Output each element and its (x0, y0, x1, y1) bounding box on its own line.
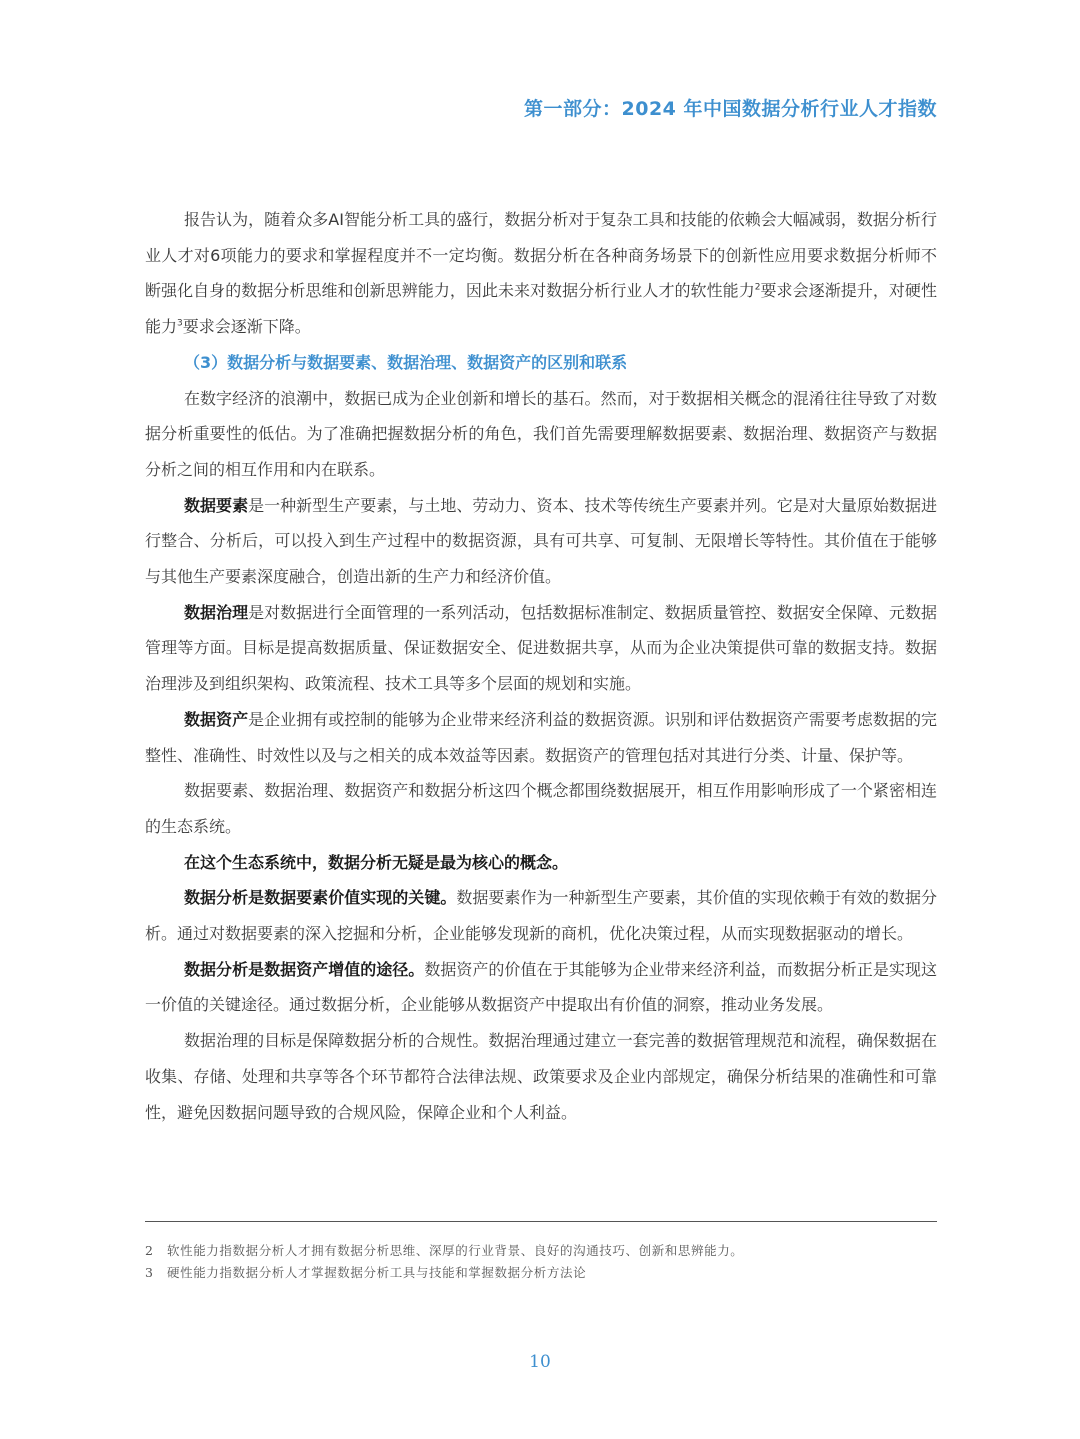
term-data-asset: 数据资产 (184, 709, 249, 729)
paragraph-core-concept: 在这个生态系统中，数据分析无疑是最为核心的概念。 (184, 852, 569, 872)
paragraph-text: 要求会逐渐提升，对硬性能力 (145, 281, 937, 337)
paragraph-data-governance (145, 595, 937, 702)
paragraph-text: 要求会逐渐下降。 (182, 317, 311, 337)
footnote-number: 2 (145, 1243, 154, 1258)
footnote-number: 3 (145, 1265, 154, 1280)
paragraph-data-element (145, 488, 937, 595)
paragraph-text: 是对数据进行全面管理的一系列活动，包括数据标准制定、数据质量管控、数据安全保障、元数据管理等方面。目标是提高数据质量、保证数据安全、促进数据共享，从而为企业决策提供可靠的数据支持。数据治理涉及到组织架构、政策流程、技术工具等多个层面的规划和实施。 (145, 602, 937, 694)
paragraph-text: 数据要素作为一种新型生产要素，其价值的实现依赖于有效的数据分析。通过对数据要素的深入挖掘和分析，企业能够发现新的商机，优化决策过程，从而实现数据驱动的增长。 (145, 888, 937, 944)
paragraph-text: 报告认为，随着众多AI智能分析工具的盛行，数据分析对于复杂工具和技能的依赖会大幅减弱，数据分析行业人才对6项能力的要求和掌握程度并不一定均衡。数据分析在各种商务场景下的创新性应用要求数据分析师不断强化自身的数据分析思维和创新思辨能力，因此未来对数据分析行业人才的软性能力 (145, 210, 937, 301)
footnote-text: 软性能力指数据分析人才拥有数据分析思维、深厚的行业背景、良好的沟通技巧、创新和思辨能力。 (167, 1243, 744, 1258)
paragraph-text: 是企业拥有或控制的能够为企业带来经济利益的数据资源。识别和评估数据资产需要考虑数据的完整性、准确性、时效性以及与之相关的成本效益等因素。数据资产的管理包括对其进行分类、计量、保护等。 (145, 709, 937, 765)
page-number: 10 (529, 1352, 551, 1372)
footnote-text: 硬性能力指数据分析人才掌握数据分析工具与技能和掌握数据分析方法论 (167, 1265, 587, 1280)
footnote-ref-2[interactable]: 2 (754, 283, 761, 294)
paragraph-text: 是一种新型生产要素，与土地、劳动力、资本、技术等传统生产要素并列。它是对大量原始数据进行整合、分析后，可以投入到生产过程中的数据资源，具有可共享、可复制、无限增长等特性。其价值在于能够与其他生产要素深度融合，创造出新的生产力和经济价值。 (145, 495, 937, 587)
paragraph-governance-compliance: 数据治理的目标是保障数据分析的合规性。数据治理通过建立一套完善的数据管理规范和流程，确保数据在收集、存储、处理和共享等各个环节都符合法律法规、政策要求及企业内部规定，确保分析结果的准确性和可靠性，避免因数据问题导致的合规风险，保障企业和个人利益。 (145, 1031, 937, 1122)
paragraph-context: 在数字经济的浪潮中，数据已成为企业创新和增长的基石。然而，对于数据相关概念的混淆往往导致了对数据分析重要性的低估。为了准确把握数据分析的角色，我们首先需要理解数据要素、数据治理、数据资产与数据分析之间的相互作用和内在联系。 (145, 388, 937, 479)
footnote-item (145, 1262, 937, 1284)
footnotes (145, 1240, 937, 1284)
body-text (145, 202, 937, 1130)
term-data-governance: 数据治理 (184, 602, 249, 622)
footnote-ref-3[interactable]: 3 (177, 318, 183, 329)
term-data-element: 数据要素 (184, 495, 249, 515)
footnote-divider (145, 1221, 937, 1222)
paragraph-analysis-asset (145, 952, 937, 1023)
running-header: 第一部分：2024 年中国数据分析行业人才指数 (524, 98, 937, 120)
bold-lead: 数据分析是数据资产增值的途径。 (184, 959, 425, 979)
paragraph-analysis-element (145, 880, 937, 951)
paragraph-text: 数据资产的价值在于其能够为企业带来经济利益，而数据分析正是实现这一价值的关键途径。通过数据分析，企业能够从数据资产中提取出有价值的洞察，推动业务发展。 (145, 959, 937, 1015)
bold-lead: 数据分析是数据要素价值实现的关键。 (184, 888, 457, 908)
paragraph-ecosystem: 数据要素、数据治理、数据资产和数据分析这四个概念都围绕数据展开，相互作用影响形成了一个紧密相连的生态系统。 (145, 781, 937, 836)
section-heading: （3）数据分析与数据要素、数据治理、数据资产的区别和联系 (184, 352, 628, 372)
paragraph-data-asset (145, 702, 937, 773)
footnote-item (145, 1240, 937, 1262)
paragraph-intro (145, 202, 937, 345)
